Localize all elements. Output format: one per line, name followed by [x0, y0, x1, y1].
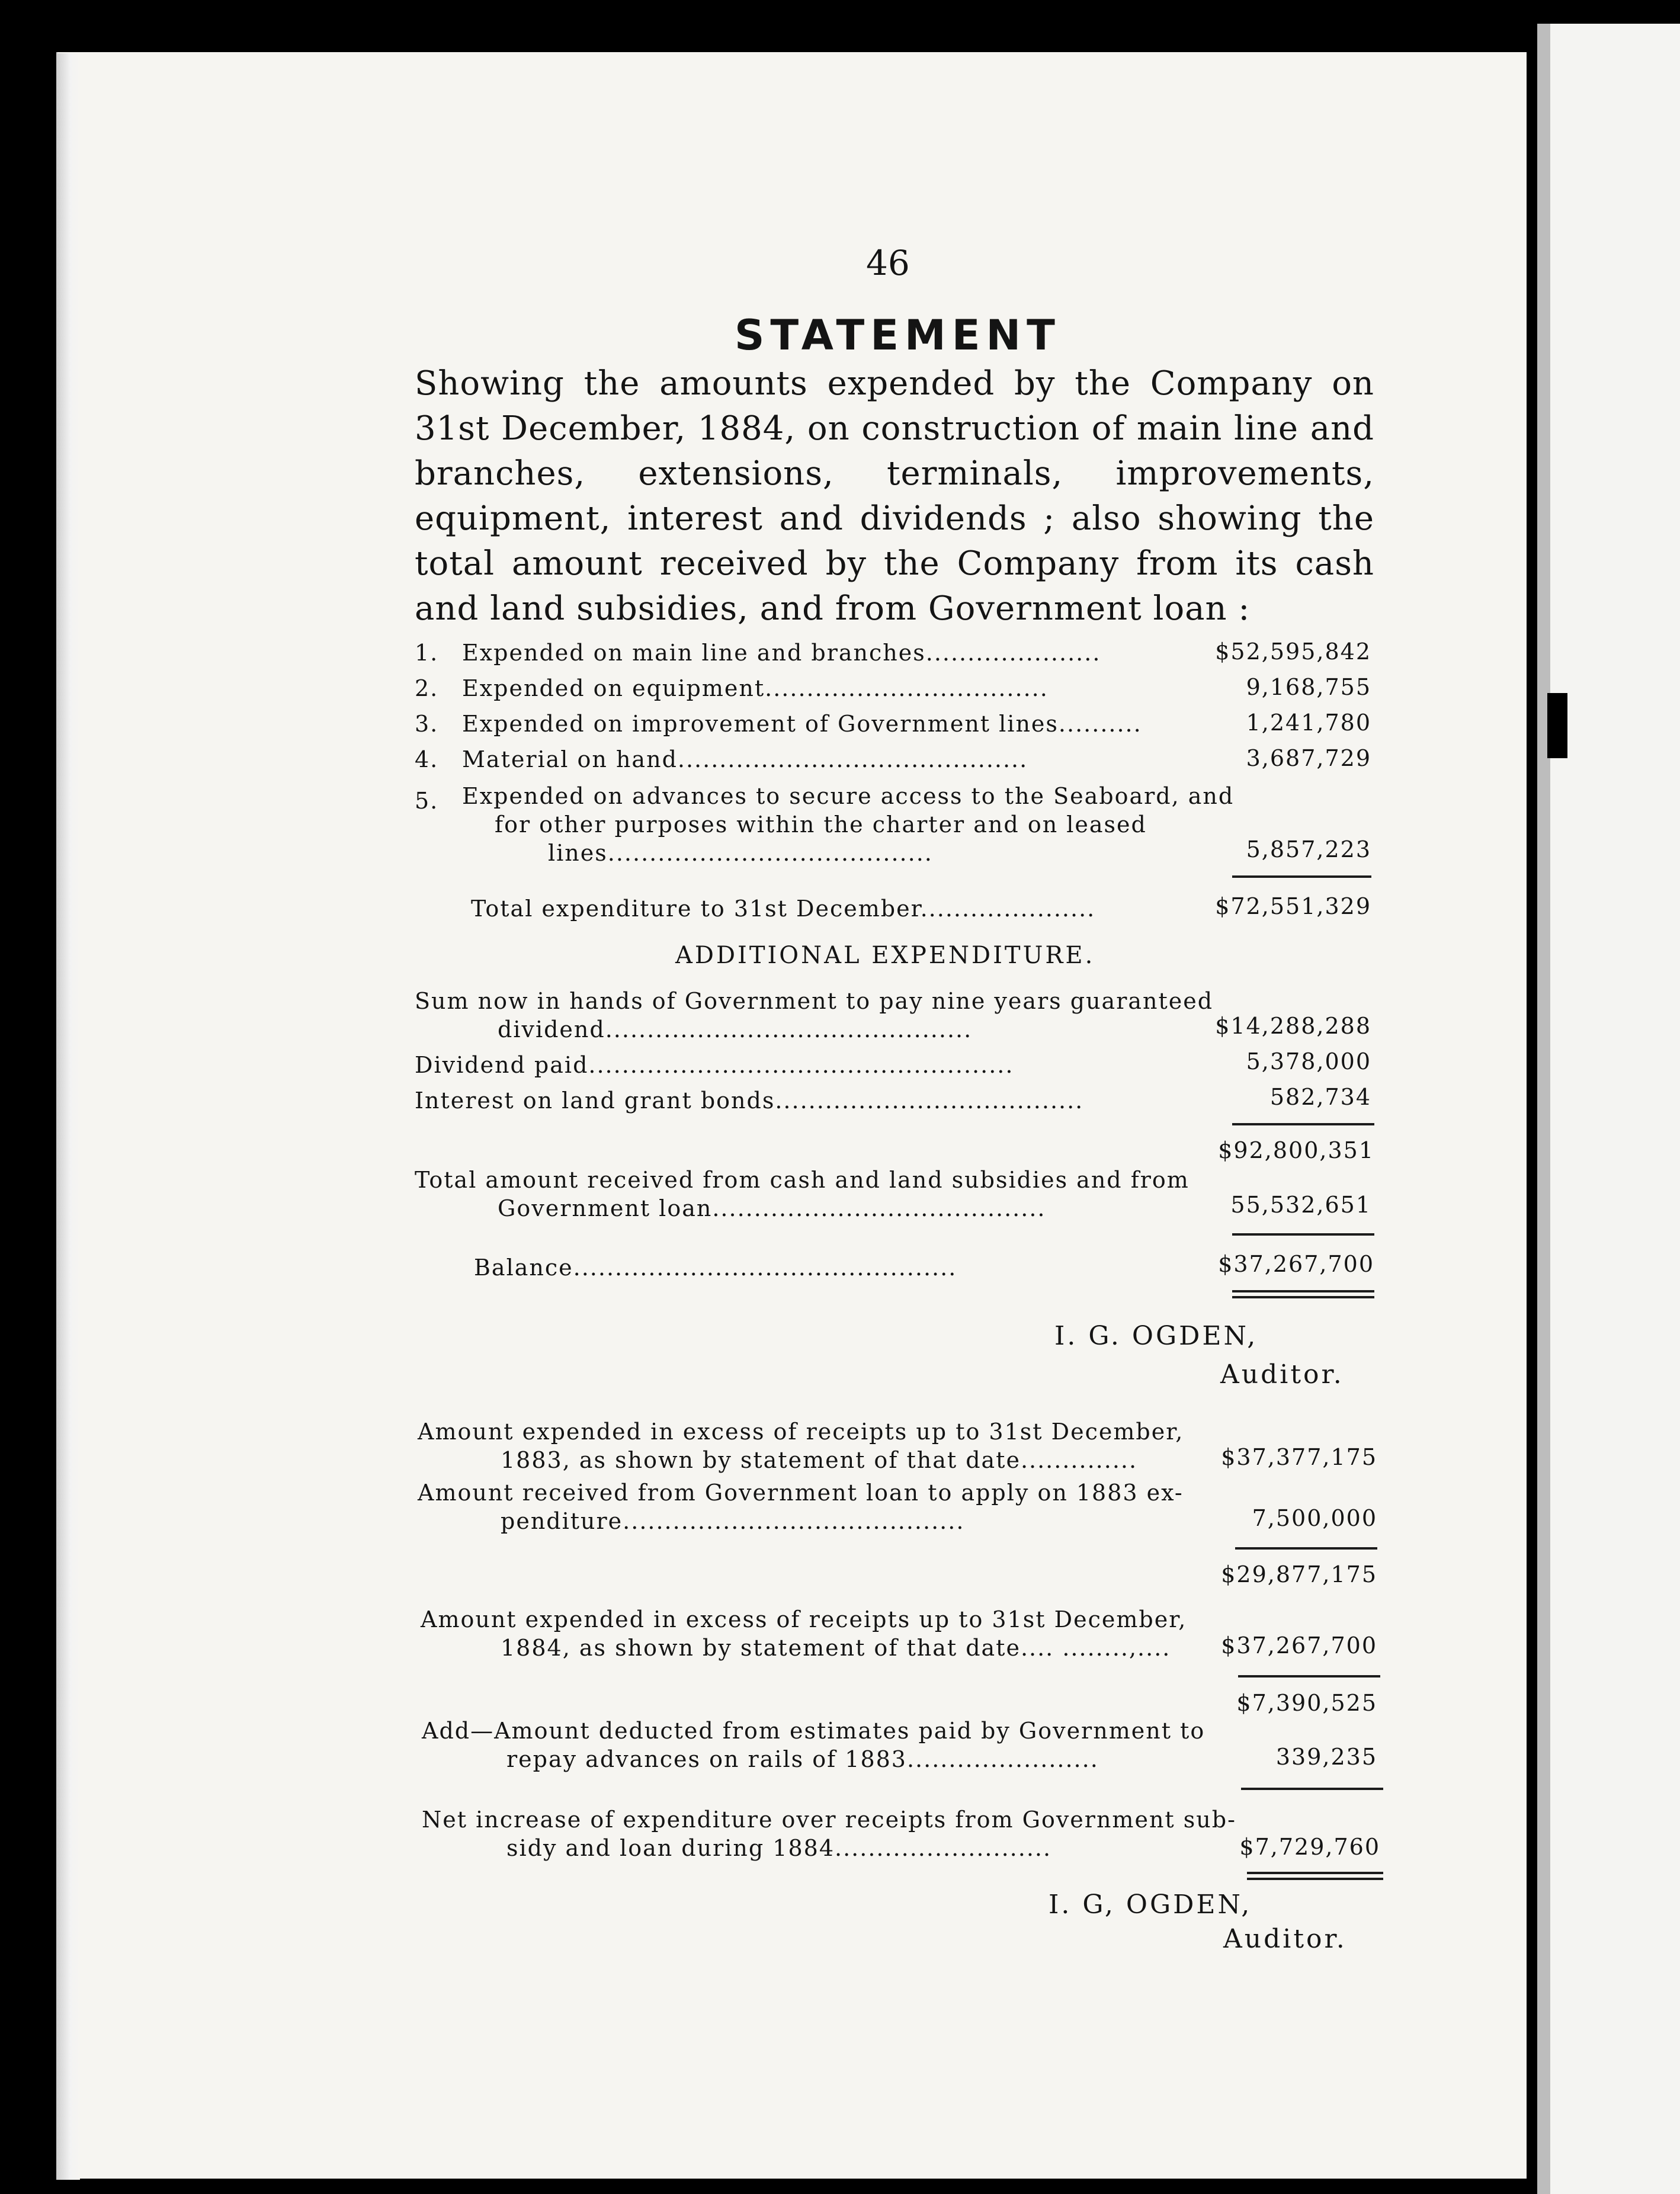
item-label: Material on hand..........................................: [462, 746, 1028, 772]
item-amount: 3,687,729: [1246, 745, 1371, 771]
excess-1884-label: Amount expended in excess of receipts up to 31st December,: [421, 1606, 1187, 1632]
auditor-title: Auditor.: [1220, 1359, 1344, 1390]
item-number: 1.: [415, 640, 439, 666]
excess-1883-amount: $37,377,175: [1221, 1444, 1377, 1470]
facing-page-gap: [1547, 693, 1567, 758]
item-label: Expended on advances to secure access to the Seaboard, and: [462, 783, 1235, 809]
total-label: Total expenditure to 31st December.....................: [471, 896, 1096, 922]
excess-1883-label: Amount expended in excess of receipts up to 31st December,: [418, 1419, 1184, 1445]
received-amount: 55,532,651: [1230, 1192, 1371, 1218]
double-rule: [1247, 1878, 1383, 1880]
item-amount: $52,595,842: [1215, 639, 1371, 665]
rule: [1238, 1675, 1380, 1677]
excess-1884-amount: $37,267,700: [1221, 1632, 1377, 1659]
rule: [1232, 1233, 1374, 1236]
additional-label: Interest on land grant bonds.....................................: [415, 1088, 1084, 1114]
balance-amount: $37,267,700: [1218, 1251, 1374, 1277]
item-amount: 5,857,223: [1246, 836, 1371, 862]
additional-label: Sum now in hands of Government to pay nine years guaranteed: [415, 988, 1214, 1014]
item-number: 4.: [415, 746, 439, 772]
loan-amount: 7,500,000: [1252, 1505, 1377, 1531]
add-label: repay advances on rails of 1883.......................: [506, 1746, 1099, 1772]
received-label: Total amount received from cash and land subsidies and from: [415, 1167, 1190, 1193]
additional-label: Dividend paid...................................................: [415, 1052, 1014, 1078]
additional-amount: 582,734: [1269, 1084, 1371, 1110]
excess-1883-label: 1883, as shown by statement of that date..............: [501, 1447, 1138, 1473]
rule: [1235, 1547, 1377, 1550]
rule: [1232, 875, 1371, 878]
received-label: Government loan........................................: [498, 1195, 1046, 1221]
additional-amount: $14,288,288: [1215, 1013, 1371, 1039]
rule: [1241, 1788, 1383, 1790]
intro-paragraph: Showing the amounts expended by the Company on 31st December, 1884, on construction of main line and branches, extensions, terminals, improvements, equipment, interest and dividends ; also showing the total amount received by the Company from its cash and land subsidies, and from Government loan :: [415, 364, 1374, 628]
add-label: Add—Amount deducted from estimates paid by Government to: [422, 1718, 1206, 1744]
loan-label: Amount received from Government loan to apply on 1883 ex-: [418, 1480, 1184, 1506]
subtotal-amount: $92,800,351: [1218, 1137, 1374, 1163]
auditor-name: I. G, OGDEN,: [1049, 1890, 1252, 1920]
item-number: 3.: [415, 711, 439, 737]
add-amount: 339,235: [1275, 1744, 1377, 1770]
total-amount: $72,551,329: [1215, 893, 1371, 919]
net-increase-label: sidy and loan during 1884..........................: [506, 1835, 1052, 1861]
item-number: 5.: [415, 788, 439, 814]
item-label: Expended on improvement of Government lines..........: [462, 711, 1142, 737]
second-subtotal: $29,877,175: [1221, 1561, 1377, 1587]
auditor-title: Auditor.: [1223, 1924, 1347, 1954]
additional-amount: 5,378,000: [1246, 1048, 1371, 1074]
net-increase-label: Net increase of expenditure over receipts from Government sub-: [422, 1807, 1236, 1833]
page-binding-edge: [56, 53, 80, 2180]
facing-page: [1537, 24, 1680, 2194]
rule: [1232, 1123, 1374, 1125]
additional-label: dividend............................................: [498, 1016, 973, 1043]
item-label: Expended on main line and branches.....................: [462, 640, 1101, 666]
item-label: Expended on equipment..................................: [462, 675, 1049, 701]
excess-1884-label: 1884, as shown by statement of that date.... ........,....: [501, 1635, 1171, 1661]
page-title: STATEMENT: [735, 311, 1061, 360]
section-heading: ADDITIONAL EXPENDITURE.: [675, 942, 1095, 969]
double-rule: [1232, 1290, 1374, 1292]
item-amount: 9,168,755: [1246, 674, 1371, 700]
item-number: 2.: [415, 675, 439, 701]
item-label: lines.......................................: [548, 840, 933, 866]
double-rule: [1232, 1296, 1374, 1298]
auditor-name: I. G. OGDEN,: [1054, 1321, 1258, 1351]
item-amount: 1,241,780: [1246, 710, 1371, 736]
facing-page-edge: [1537, 24, 1550, 2194]
difference-amount: $7,390,525: [1236, 1690, 1377, 1716]
balance-label: Balance..............................................: [474, 1255, 957, 1281]
item-label: for other purposes within the charter and on leased: [495, 811, 1147, 838]
double-rule: [1247, 1872, 1383, 1874]
loan-label: penditure.........................................: [501, 1508, 965, 1534]
page-number: 46: [866, 243, 910, 283]
net-increase-amount: $7,729,760: [1239, 1834, 1380, 1860]
